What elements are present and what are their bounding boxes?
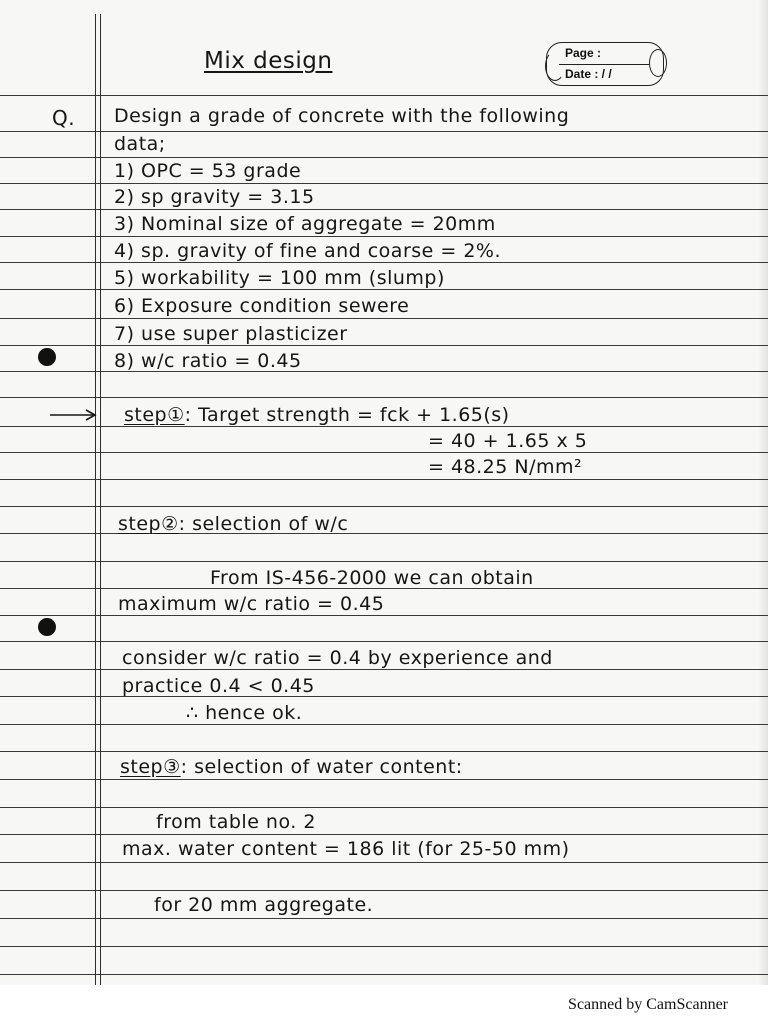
date-label: Date : / / [565,67,612,81]
data-item: 1) OPC = 53 grade [114,160,302,182]
ruled-line [0,397,768,398]
step3-line: from table no. 2 [156,811,316,833]
bullet-dot-icon [38,348,56,366]
step2-line: consider w/c ratio = 0.4 by experience and [122,647,553,669]
ruled-line [0,669,768,670]
step1-heading [124,404,510,426]
step1-line: = 40 + 1.65 x 5 [428,430,588,452]
ruled-line [0,533,768,534]
bullet-dot-icon [38,618,56,636]
data-item: 7) use super plasticizer [114,323,348,345]
ruled-line [0,751,768,752]
scanner-watermark: Scanned by CamScanner [568,996,728,1013]
scroll-curl-icon [649,49,667,77]
data-item: 8) w/c ratio = 0.45 [114,350,302,372]
data-item: 6) Exposure condition sewere [114,295,410,317]
ruled-line [0,834,768,835]
ruled-line [0,289,768,290]
page-date-divider [559,64,649,65]
step1-line: = 48.25 N/mm² [428,456,583,478]
ruled-line [0,262,768,263]
data-item: 3) Nominal size of aggregate = 20mm [114,213,496,235]
step2-label: step② [118,513,179,535]
ruled-line [0,345,768,346]
ruled-line [0,131,768,132]
step2-line: maximum w/c ratio = 0.45 [118,593,385,615]
ruled-line [0,506,768,507]
page-label: Page : [565,46,602,60]
ruled-line [0,561,768,562]
step3-label: step③ [120,756,181,778]
question-intro-cont: data; [114,133,166,155]
step2-heading [118,513,348,535]
step2-text: : selection of w/c [178,513,349,535]
question-intro: Design a grade of concrete with the following [114,105,570,127]
step2-line: From IS-456-2000 we can obtain [210,567,534,589]
step3-text: : selection of water content: [180,756,463,778]
ruled-line [0,779,768,780]
page-date-box [546,42,664,86]
step1-label: step① [124,404,185,426]
ruled-line [0,696,768,697]
ruled-line [0,452,768,453]
page-title: Mix design [204,48,333,74]
ruled-line [0,974,768,975]
step3-line: max. water content = 186 lit (for 25-50 mm) [122,838,570,860]
step2-line: practice 0.4 < 0.45 [122,675,315,697]
step3-heading [120,756,463,778]
step2-line: ∴ hence ok. [186,702,303,724]
ruled-line [0,641,768,642]
ruled-line [0,890,768,891]
ruled-line [0,615,768,616]
margin-line [95,14,96,985]
ruled-line [0,724,768,725]
ruled-line [0,946,768,947]
question-marker: Q. [52,106,76,130]
ruled-line [0,807,768,808]
margin-line [100,14,101,985]
ruled-line [0,426,768,427]
scroll-curl-icon [545,51,565,81]
ruled-line [0,862,768,863]
arrow-right-icon [50,408,98,422]
step3-line: for 20 mm aggregate. [154,894,374,916]
ruled-line [0,236,768,237]
ruled-line [0,918,768,919]
ruled-line [0,95,768,96]
data-item: 2) sp gravity = 3.15 [114,186,315,208]
ruled-line [0,157,768,158]
ruled-line [0,209,768,210]
ruled-line [0,479,768,480]
ruled-line [0,318,768,319]
data-item: 5) workability = 100 mm (slump) [114,267,445,289]
ruled-line [0,183,768,184]
data-item: 4) sp. gravity of fine and coarse = 2%. [114,240,502,262]
step1-text: : Target strength = fck + 1.65(s) [184,404,510,426]
page-edge-shadow [758,0,768,985]
